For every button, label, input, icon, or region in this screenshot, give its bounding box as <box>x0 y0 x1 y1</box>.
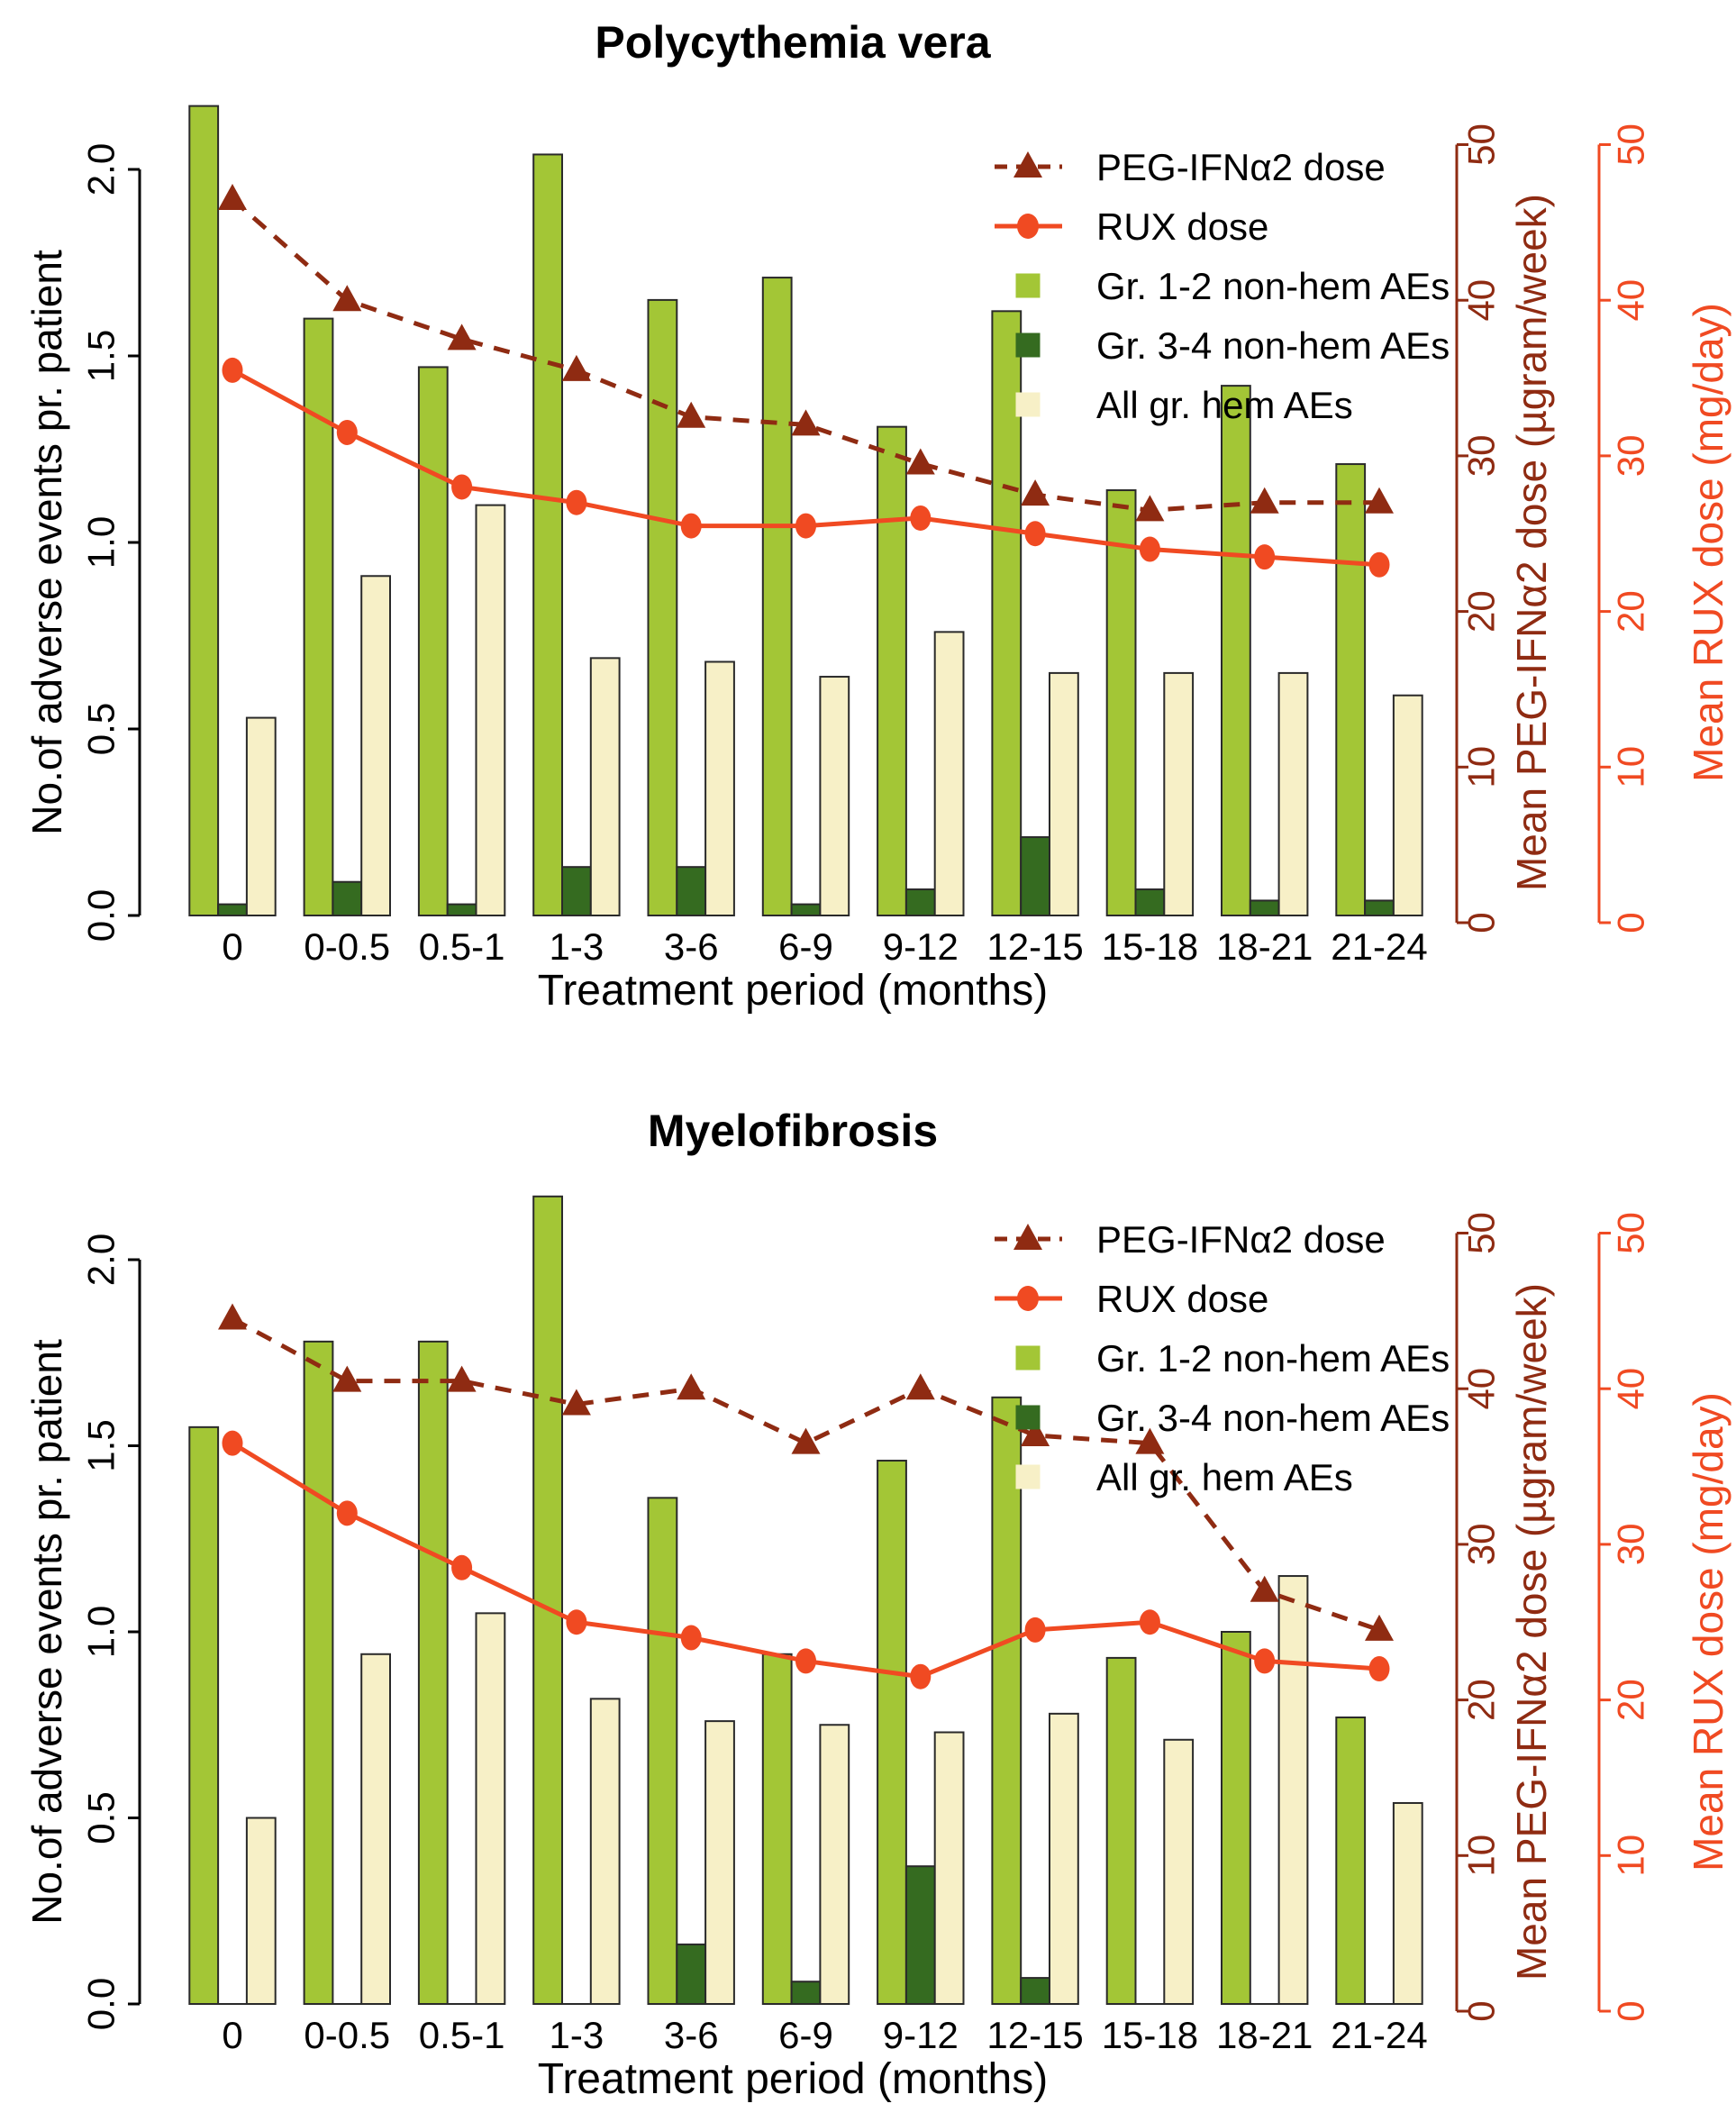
marker-circle-rux-18-21 <box>1254 1648 1275 1673</box>
marker-triangle-peg-0-0.5 <box>332 285 361 311</box>
peg-axis-tick-label: 40 <box>1459 278 1503 322</box>
rux-axis-tick-label: 30 <box>1609 1523 1652 1566</box>
bar-gr34-21-24 <box>1365 900 1394 915</box>
bar-gr34-15-18 <box>1136 889 1165 915</box>
marker-circle-rux-9-12 <box>910 1664 931 1689</box>
x-tick-label-9-12: 9-12 <box>882 925 959 968</box>
marker-triangle-peg-6-9 <box>792 1428 821 1454</box>
bar-gr34-12-15 <box>1021 837 1050 915</box>
bar-hem-12-15 <box>1050 1714 1078 2004</box>
bar-hem-6-9 <box>820 1725 849 2004</box>
bar-gr12-9-12 <box>877 427 906 915</box>
x-tick-label-0-0.5: 0-0.5 <box>304 925 391 968</box>
peg-axis-tick-label: 20 <box>1459 1679 1503 1721</box>
marker-triangle-peg-0 <box>218 184 247 210</box>
peg-axis-tick-label: 20 <box>1459 590 1503 633</box>
bar-gr34-0 <box>218 905 247 915</box>
x-tick-label-6-9: 6-9 <box>778 2014 833 2056</box>
bar-hem-12-15 <box>1050 673 1078 915</box>
rux-axis-tick-label: 50 <box>1609 1212 1652 1254</box>
legend-square-icon <box>1016 274 1041 298</box>
left-axis-tick-label: 0.0 <box>79 1977 123 2031</box>
rux-axis-tick-label: 20 <box>1609 590 1652 633</box>
left-axis-tick-label: 1.5 <box>79 329 123 383</box>
legend-label: PEG-IFNα2 dose <box>1096 146 1386 188</box>
rux-axis-tick-label: 30 <box>1609 434 1652 478</box>
x-tick-label-21-24: 21-24 <box>1331 925 1428 968</box>
legend-label: PEG-IFNα2 dose <box>1096 1218 1386 1261</box>
peg-axis-tick-label: 0 <box>1459 2000 1503 2022</box>
left-axis-tick-label: 0.5 <box>79 702 123 756</box>
marker-circle-rux-0.5-1 <box>451 1555 472 1580</box>
x-tick-label-15-18: 15-18 <box>1101 2014 1199 2056</box>
bar-hem-15-18 <box>1164 1740 1193 2004</box>
marker-circle-rux-0 <box>223 358 243 383</box>
x-tick-label-9-12: 9-12 <box>882 2014 959 2056</box>
left-axis-tick-label: 1.0 <box>79 1605 123 1659</box>
bar-hem-21-24 <box>1394 696 1422 915</box>
bar-hem-1-3 <box>591 1699 620 2004</box>
bar-hem-9-12 <box>935 632 964 915</box>
x-tick-label-1-3: 1-3 <box>549 2014 604 2056</box>
x-tick-label-0.5-1: 0.5-1 <box>418 2014 505 2056</box>
x-tick-label-0: 0 <box>222 2014 243 2056</box>
bar-gr34-18-21 <box>1250 900 1279 915</box>
bar-hem-15-18 <box>1164 673 1193 915</box>
bar-gr34-3-6 <box>677 1944 705 2004</box>
legend-label: Gr. 1-2 non-hem AEs <box>1096 1337 1450 1380</box>
x-tick-label-3-6: 3-6 <box>663 925 719 968</box>
legend-circle-icon <box>1017 1286 1039 1311</box>
marker-circle-rux-0-0.5 <box>337 1500 358 1525</box>
x-tick-label-12-15: 12-15 <box>986 925 1084 968</box>
bar-gr12-18-21 <box>1222 386 1250 915</box>
peg-axis-tick-label: 50 <box>1459 123 1503 166</box>
rux-axis-tick-label: 40 <box>1609 278 1652 322</box>
x-tick-label-18-21: 18-21 <box>1215 2014 1313 2056</box>
panel-polycythemia-vera <box>23 17 1731 1015</box>
rux-axis-tick-label: 40 <box>1609 1367 1652 1410</box>
legend-label: All gr. hem AEs <box>1096 384 1353 426</box>
rux-axis-tick-label: 10 <box>1609 1834 1652 1877</box>
marker-triangle-peg-3-6 <box>677 1373 705 1399</box>
bar-gr12-0-0.5 <box>304 1342 333 2004</box>
marker-circle-rux-21-24 <box>1369 552 1390 578</box>
left-axis-tick-label: 0.5 <box>79 1791 123 1844</box>
marker-circle-rux-1-3 <box>566 1609 586 1635</box>
bar-hem-3-6 <box>705 1721 734 2004</box>
bar-gr34-0-0.5 <box>332 882 361 915</box>
legend-label: RUX dose <box>1096 205 1269 248</box>
x-tick-label-6-9: 6-9 <box>778 925 833 968</box>
bar-hem-21-24 <box>1394 1803 1422 2004</box>
left-axis-tick-label: 2.0 <box>79 142 123 196</box>
peg-axis-tick-label: 10 <box>1459 745 1503 788</box>
marker-circle-rux-0 <box>223 1431 243 1456</box>
bar-hem-0-0.5 <box>361 576 390 915</box>
rux-axis-tick-label: 50 <box>1609 123 1652 166</box>
marker-triangle-peg-12-15 <box>1021 479 1050 505</box>
bar-hem-3-6 <box>705 661 734 915</box>
peg-axis-tick-label: 0 <box>1459 912 1503 933</box>
peg-axis-tick-label: 30 <box>1459 434 1503 478</box>
bar-hem-0.5-1 <box>477 505 505 915</box>
marker-triangle-peg-1-3 <box>562 355 591 381</box>
marker-circle-rux-9-12 <box>910 505 931 531</box>
x-tick-label-0.5-1: 0.5-1 <box>418 925 505 968</box>
panel-title: Polycythemia vera <box>595 17 991 68</box>
legend-square-icon <box>1016 1465 1041 1489</box>
bar-gr34-9-12 <box>906 1866 935 2004</box>
x-tick-label-15-18: 15-18 <box>1101 925 1199 968</box>
marker-circle-rux-15-18 <box>1140 537 1160 562</box>
legend-label: All gr. hem AEs <box>1096 1456 1353 1498</box>
bar-gr12-0-0.5 <box>304 319 333 915</box>
rux-axis-tick-label: 0 <box>1609 912 1652 933</box>
bar-gr12-9-12 <box>877 1461 906 2004</box>
panel-myelofibrosis <box>23 1106 1731 2103</box>
left-axis-tick-label: 2.0 <box>79 1233 123 1287</box>
legend-square-icon <box>1016 1346 1041 1371</box>
peg-axis-tick-label: 50 <box>1459 1212 1503 1254</box>
rux-axis-title: Mean RUX dose (mg/day) <box>1685 1392 1731 1872</box>
bar-gr34-9-12 <box>906 889 935 915</box>
rux-axis-tick-label: 20 <box>1609 1679 1652 1721</box>
marker-triangle-peg-18-21 <box>1250 1576 1279 1602</box>
legend-circle-icon <box>1017 214 1039 239</box>
x-tick-label-0-0.5: 0-0.5 <box>304 2014 391 2056</box>
legend-square-icon <box>1016 1406 1041 1430</box>
marker-triangle-peg-0 <box>218 1303 247 1329</box>
bar-hem-9-12 <box>935 1733 964 2004</box>
bar-gr12-18-21 <box>1222 1632 1250 2004</box>
bar-hem-6-9 <box>820 677 849 915</box>
legend-square-icon <box>1016 393 1041 417</box>
bar-gr34-0.5-1 <box>448 905 477 915</box>
left-axis-tick-label: 1.0 <box>79 515 123 569</box>
marker-circle-rux-3-6 <box>681 1626 702 1651</box>
bar-gr12-15-18 <box>1107 490 1136 915</box>
rux-axis-tick-label: 10 <box>1609 745 1652 788</box>
bar-gr12-1-3 <box>533 1197 562 2004</box>
bar-gr34-3-6 <box>677 867 705 915</box>
bar-gr12-3-6 <box>649 1498 677 2004</box>
x-tick-label-3-6: 3-6 <box>663 2014 719 2056</box>
bar-gr12-21-24 <box>1336 1717 1365 2004</box>
bar-gr12-0.5-1 <box>419 1342 448 2004</box>
left-axis-tick-label: 1.5 <box>79 1419 123 1472</box>
bar-gr12-3-6 <box>649 300 677 915</box>
panel-title: Myelofibrosis <box>647 1106 939 1156</box>
rux-axis-tick-label: 0 <box>1609 2000 1652 2022</box>
bar-gr12-6-9 <box>763 1654 792 2004</box>
bar-gr12-1-3 <box>533 154 562 915</box>
legend-label: Gr. 3-4 non-hem AEs <box>1096 324 1450 367</box>
bar-gr12-15-18 <box>1107 1658 1136 2004</box>
marker-triangle-peg-9-12 <box>906 449 935 475</box>
bar-hem-0.5-1 <box>477 1613 505 2004</box>
peg-axis-tick-label: 30 <box>1459 1523 1503 1566</box>
x-axis-title: Treatment period (months) <box>537 2055 1049 2103</box>
marker-triangle-peg-18-21 <box>1250 487 1279 514</box>
bar-gr12-21-24 <box>1336 464 1365 915</box>
bar-hem-0-0.5 <box>361 1654 390 2004</box>
marker-circle-rux-6-9 <box>795 1648 816 1673</box>
bar-gr12-6-9 <box>763 278 792 915</box>
marker-circle-rux-15-18 <box>1140 1609 1160 1635</box>
left-axis-title: No.of adverse events pr. patient <box>23 1339 70 1925</box>
x-tick-label-18-21: 18-21 <box>1215 925 1313 968</box>
marker-circle-rux-0.5-1 <box>451 474 472 499</box>
bar-gr12-0 <box>189 1427 218 2004</box>
x-tick-label-1-3: 1-3 <box>549 925 604 968</box>
bar-hem-18-21 <box>1279 1576 1308 2004</box>
rux-axis-title: Mean RUX dose (mg/day) <box>1685 303 1731 782</box>
bar-hem-0 <box>247 1818 276 2005</box>
marker-triangle-peg-9-12 <box>906 1373 935 1399</box>
bar-gr12-0 <box>189 106 218 915</box>
peg-axis-title: Mean PEG-IFNα2 dose (µgram/week) <box>1508 193 1555 892</box>
marker-circle-rux-0-0.5 <box>337 420 358 445</box>
marker-circle-rux-1-3 <box>566 490 586 515</box>
peg-axis-title: Mean PEG-IFNα2 dose (µgram/week) <box>1508 1282 1555 1981</box>
legend-square-icon <box>1016 333 1041 358</box>
marker-circle-rux-21-24 <box>1369 1656 1390 1681</box>
x-tick-label-0: 0 <box>222 925 243 968</box>
peg-axis-tick-label: 40 <box>1459 1367 1503 1410</box>
left-axis-tick-label: 0.0 <box>79 888 123 943</box>
marker-circle-rux-12-15 <box>1025 1617 1046 1643</box>
x-axis-title: Treatment period (months) <box>537 967 1049 1015</box>
bar-gr34-6-9 <box>792 1981 821 2004</box>
marker-triangle-peg-15-18 <box>1135 495 1164 521</box>
marker-circle-rux-3-6 <box>681 514 702 539</box>
marker-circle-rux-6-9 <box>795 514 816 539</box>
marker-circle-rux-12-15 <box>1025 521 1046 546</box>
peg-axis-tick-label: 10 <box>1459 1834 1503 1877</box>
bar-gr34-6-9 <box>792 905 821 915</box>
legend-label: RUX dose <box>1096 1278 1269 1320</box>
legend-label: Gr. 1-2 non-hem AEs <box>1096 265 1450 307</box>
marker-circle-rux-18-21 <box>1254 544 1275 569</box>
bar-hem-18-21 <box>1279 673 1308 915</box>
legend-label: Gr. 3-4 non-hem AEs <box>1096 1397 1450 1439</box>
bar-hem-0 <box>247 718 276 915</box>
x-tick-label-21-24: 21-24 <box>1331 2014 1428 2056</box>
bar-gr12-0.5-1 <box>419 367 448 915</box>
bar-hem-1-3 <box>591 658 620 915</box>
left-axis-title: No.of adverse events pr. patient <box>23 250 70 835</box>
bar-gr34-12-15 <box>1021 1978 1050 2004</box>
x-tick-label-12-15: 12-15 <box>986 2014 1084 2056</box>
bar-gr34-1-3 <box>562 867 591 915</box>
